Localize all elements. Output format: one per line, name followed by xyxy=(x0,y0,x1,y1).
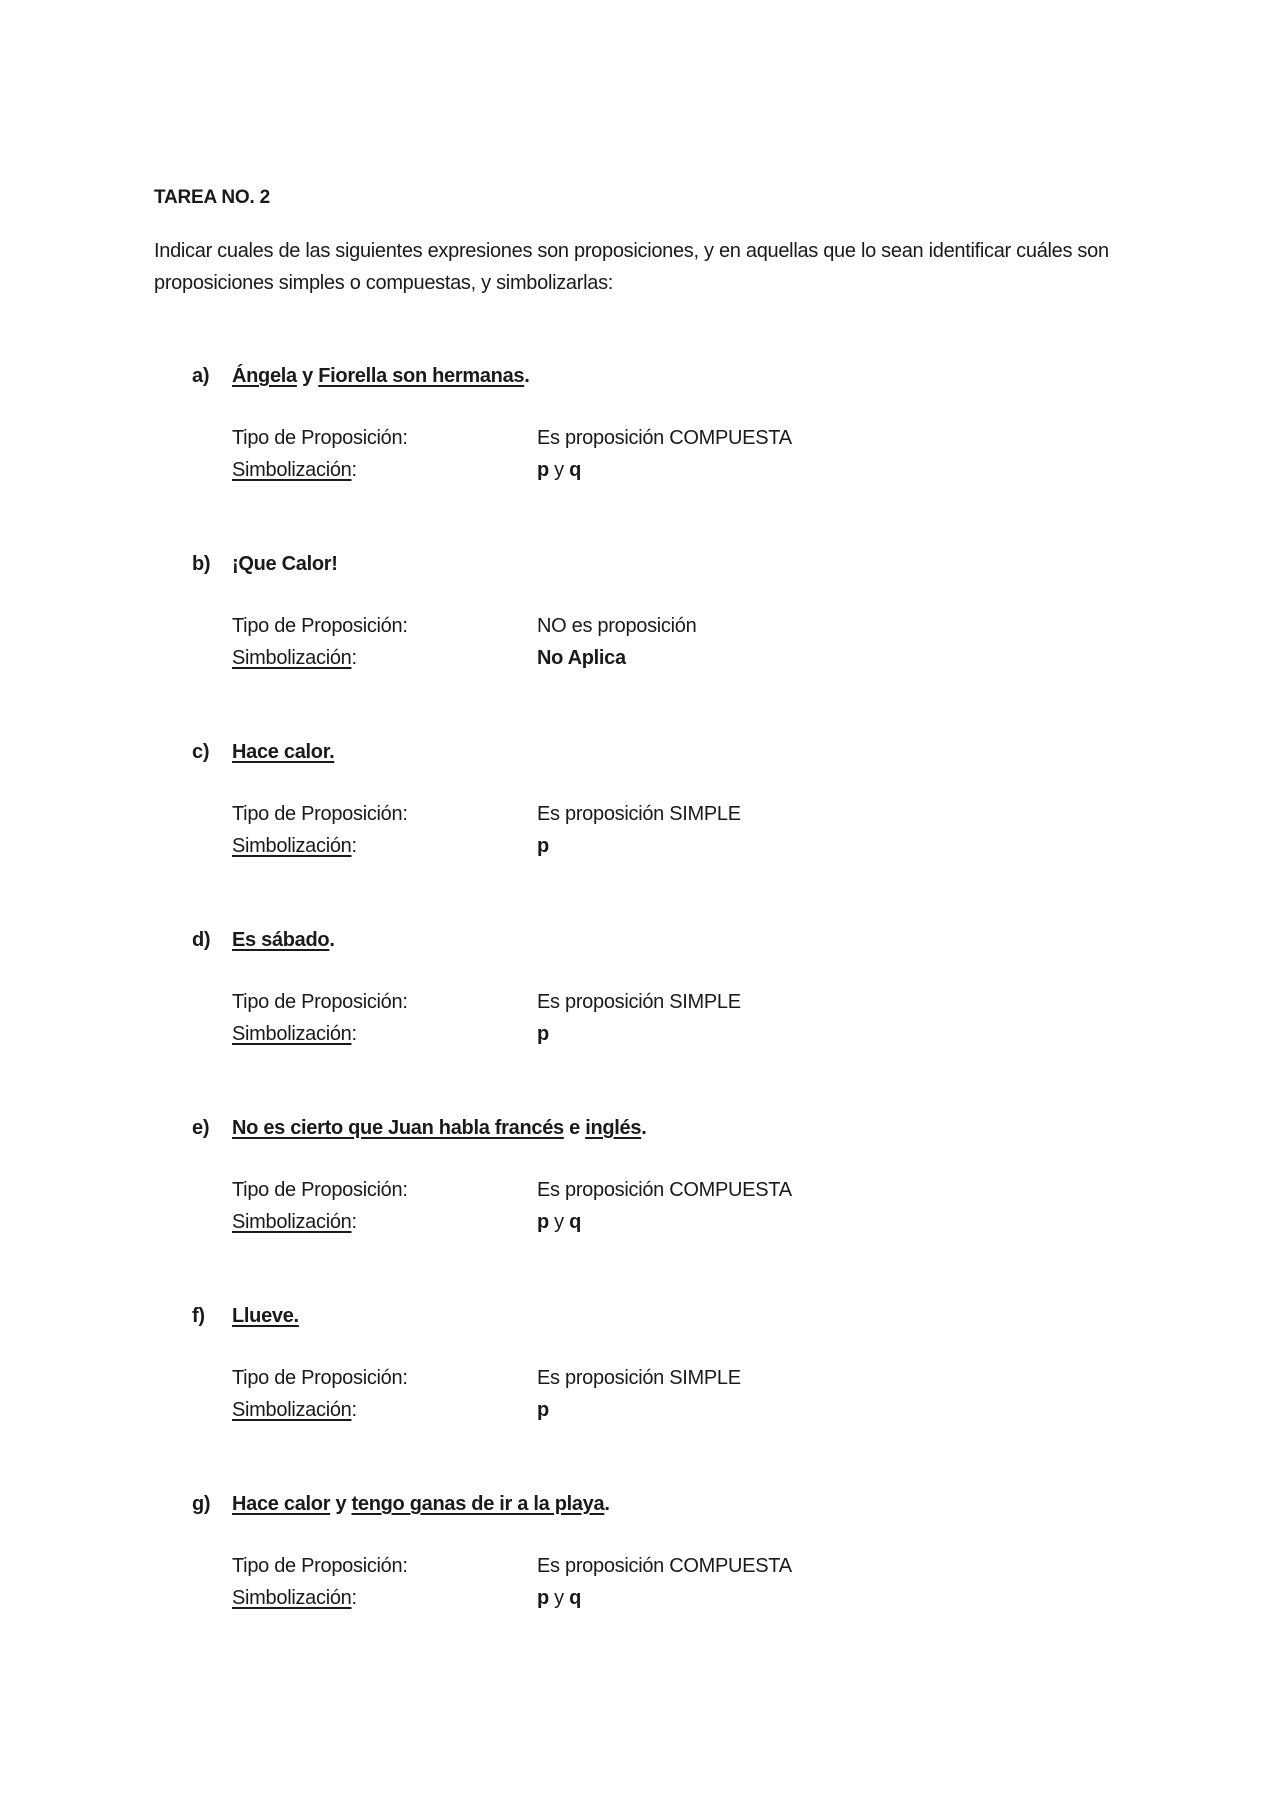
symbolization-label: Simbolización: xyxy=(232,1211,357,1233)
expression: ¡Que Calor! xyxy=(232,553,338,575)
symbolization-label: Simbolización: xyxy=(232,1023,357,1045)
symbolization-value: p xyxy=(537,1399,549,1421)
type-label: Tipo de Proposición: xyxy=(232,991,408,1013)
type-label: Tipo de Proposición: xyxy=(232,427,408,449)
item-letter: g) xyxy=(192,1493,211,1515)
item-letter: d) xyxy=(192,929,211,951)
type-value: Es proposición COMPUESTA xyxy=(537,427,792,449)
symbolization-value: p xyxy=(537,835,549,857)
exercise-item-c xyxy=(154,736,1054,857)
exercise-item-b xyxy=(154,548,1054,669)
expression-part: Hace calor xyxy=(232,1493,331,1515)
punctuation: . xyxy=(604,1493,610,1515)
symbolization-label: Simbolización: xyxy=(232,459,357,481)
exercise-item-d xyxy=(154,924,1054,1045)
symbolization-label: Simbolización: xyxy=(232,1587,357,1609)
type-value: Es proposición COMPUESTA xyxy=(537,1555,792,1577)
expression xyxy=(232,924,335,956)
punctuation: . xyxy=(329,929,335,951)
exercise-item-g xyxy=(154,1488,1054,1609)
exercise-heading xyxy=(154,548,1054,580)
item-letter: c) xyxy=(192,741,210,763)
type-label: Tipo de Proposición: xyxy=(232,1367,408,1389)
symbolization-value: No Aplica xyxy=(537,647,626,669)
exercise-heading xyxy=(154,360,1054,392)
punctuation: . xyxy=(641,1117,647,1139)
type-value: Es proposición SIMPLE xyxy=(537,991,741,1013)
item-letter: f) xyxy=(192,1305,205,1327)
expression xyxy=(232,1488,610,1520)
expression: Hace calor. xyxy=(232,741,335,763)
expression-part: No es cierto que Juan habla francés xyxy=(232,1117,564,1139)
expression xyxy=(232,360,530,392)
symbolization-value: p y q xyxy=(537,1587,582,1609)
exercise-heading xyxy=(154,1112,1054,1144)
type-value: Es proposición SIMPLE xyxy=(537,1367,741,1389)
type-label: Tipo de Proposición: xyxy=(232,1555,408,1577)
exercise-heading xyxy=(154,1300,1054,1332)
symbolization-value: p y q xyxy=(537,1211,582,1233)
exercise-heading xyxy=(154,736,1054,768)
type-label: Tipo de Proposición: xyxy=(232,615,408,637)
exercise-item-e xyxy=(154,1112,1054,1233)
connector: y xyxy=(330,1493,352,1515)
item-letter: e) xyxy=(192,1117,210,1139)
expression-part: Es sábado xyxy=(232,929,330,951)
exercise-heading xyxy=(154,924,1054,956)
page-title: TAREA NO. 2 xyxy=(154,187,271,208)
type-label: Tipo de Proposición: xyxy=(232,1179,408,1201)
connector: y xyxy=(296,365,319,387)
type-label: Tipo de Proposición: xyxy=(232,803,408,825)
instructions-paragraph: Indicar cuales de las siguientes expresiones son proposiciones, y en aquellas que lo sean identificar cuáles son proposiciones simples o compuestas, y simbolizarlas: xyxy=(154,240,1109,294)
symbolization-value: p xyxy=(537,1023,549,1045)
symbolization-value: p y q xyxy=(537,459,582,481)
exercise-item-a xyxy=(154,360,1054,481)
symbolization-label: Simbolización: xyxy=(232,1399,357,1421)
expression-part: tengo ganas de ir a la playa xyxy=(351,1493,605,1515)
expression-part: Ángela xyxy=(232,365,297,387)
exercise-heading xyxy=(154,1488,1054,1520)
item-letter: a) xyxy=(192,365,210,387)
type-value: NO es proposición xyxy=(537,615,697,637)
type-value: Es proposición SIMPLE xyxy=(537,803,741,825)
item-letter: b) xyxy=(192,553,211,575)
symbolization-label: Simbolización: xyxy=(232,835,357,857)
punctuation: . xyxy=(524,365,530,387)
connector: e xyxy=(563,1117,586,1139)
expression xyxy=(232,1112,646,1144)
expression-part: Fiorella son hermanas xyxy=(318,365,525,387)
exercise-item-f xyxy=(154,1300,1054,1421)
expression: Llueve. xyxy=(232,1305,299,1327)
type-value: Es proposición COMPUESTA xyxy=(537,1179,792,1201)
expression-part: inglés xyxy=(585,1117,642,1139)
symbolization-label: Simbolización: xyxy=(232,647,357,669)
